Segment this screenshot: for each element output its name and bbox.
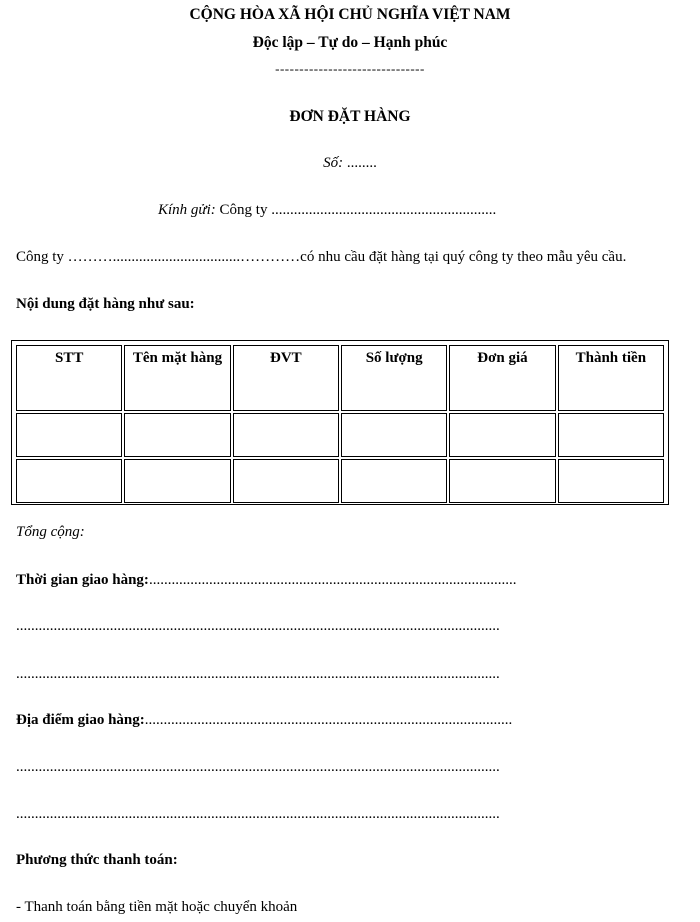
order-table [11,340,669,505]
table-cell [124,413,230,457]
nation-header: CỘNG HÒA XÃ HỘI CHỦ NGHĨA VIỆT NAM [189,6,511,23]
order-number [0,155,700,172]
motto: Độc lập – Tự do – Hạnh phúc [252,34,448,51]
recipient-line [158,202,496,219]
table-cell [233,413,339,457]
payment-heading: Phương thức thanh toán: [16,852,178,868]
order-number-value: ........ [343,155,377,171]
delivery-time-dots: .................................................................................................. [148,572,517,588]
intro-paragraph: Công ty ………..................................…………có nhu cầu đặt hàng tại quý công ty theo mẫu yêu cầu. [16,249,627,265]
table-cell [233,459,339,503]
delivery-time-line-3: ................................................................................................................................. [16,666,500,682]
header-quantity: Số lượng [341,345,447,411]
delivery-place-line [16,712,512,729]
delivery-time-line-2: ................................................................................................................................. [16,618,500,634]
table-cell [341,413,447,457]
table-header-row [16,345,664,411]
delivery-place-label: Địa điểm giao hàng: [16,712,145,728]
recipient-label: Kính gửi: [158,202,216,218]
table-cell [341,459,447,503]
order-number-label: Số: [323,155,344,171]
content-heading: Nội dung đặt hàng như sau: [16,296,195,312]
table-cell [16,459,122,503]
table-cell [449,413,555,457]
delivery-place-dots: .................................................................................................. [144,712,513,728]
table-cell [16,413,122,457]
table-row [16,413,664,457]
document-title: ĐƠN ĐẶT HÀNG [289,108,411,125]
table-row [16,459,664,503]
delivery-place-line-3: ................................................................................................................................. [16,806,500,822]
table-cell [124,459,230,503]
table-cell [558,459,664,503]
header-amount: Thành tiền [558,345,664,411]
payment-method: - Thanh toán bằng tiền mặt hoặc chuyển khoản [16,899,298,915]
total-label: Tổng cộng: [16,524,85,540]
table-cell [449,459,555,503]
delivery-place-line-2: ................................................................................................................................. [16,759,500,775]
header-item-name: Tên mặt hàng [124,345,230,411]
header-separator: ------------------------------- [275,61,425,76]
header-unit-price: Đơn giá [449,345,555,411]
table-cell [558,413,664,457]
recipient-text: Công ty ............................................................ [215,202,497,218]
header-unit: ĐVT [233,345,339,411]
header-stt: STT [16,345,122,411]
delivery-time-label: Thời gian giao hàng: [16,572,149,588]
delivery-time-line [16,572,516,589]
